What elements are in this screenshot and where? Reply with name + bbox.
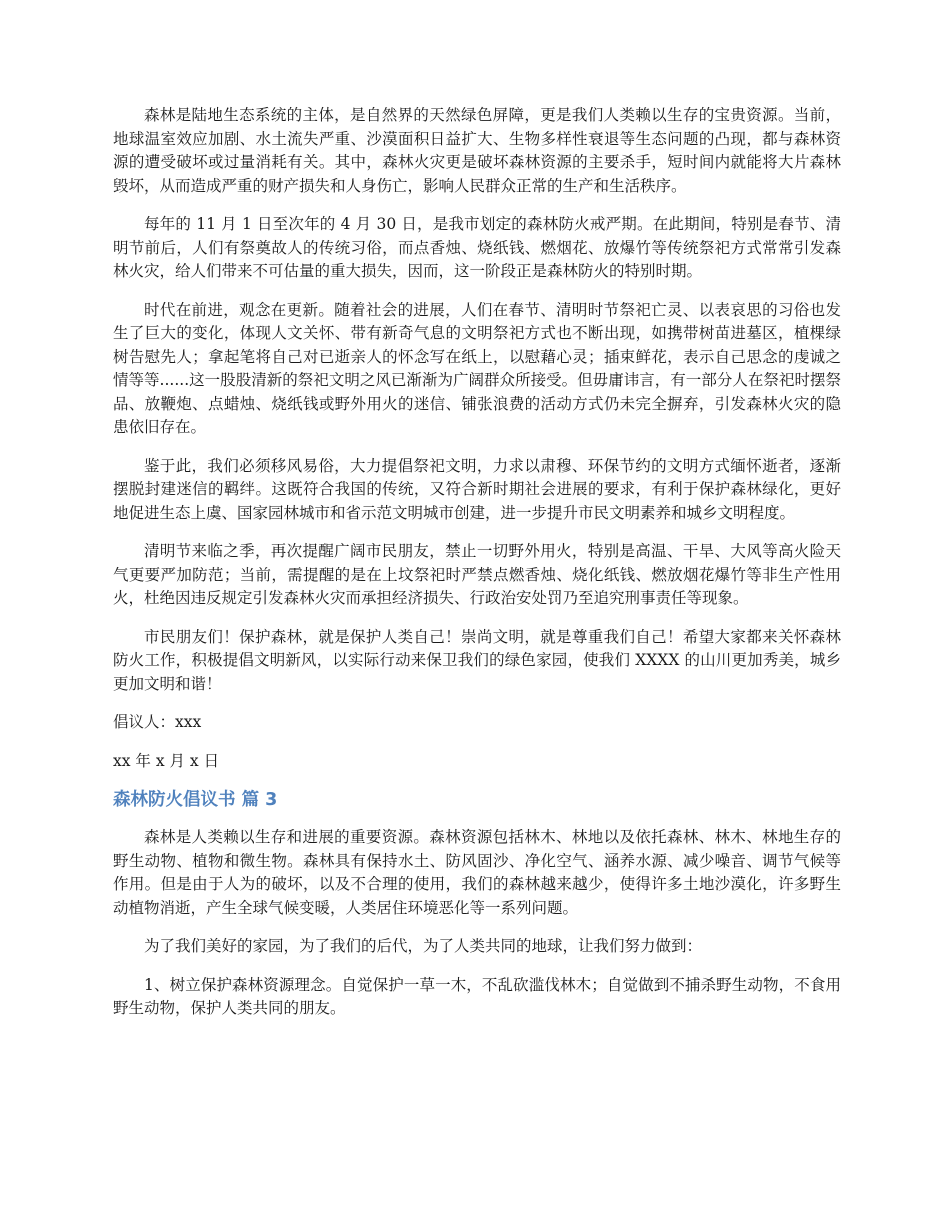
list-item-1: 1、树立保护森林资源理念。自觉保护一草一木，不乱砍滥伐林木；自觉做到不捕杀野生动物，不食用野生动物，保护人类共同的朋友。 xyxy=(113,975,841,1017)
paragraph-our-commitment: 为了我们美好的家园，为了我们的后代，为了人类共同的地球，让我们努力做到： xyxy=(144,937,703,955)
signer-line: 倡议人：xxx xyxy=(113,713,202,731)
paragraph-qingming-reminder: 清明节来临之季，再次提醒广阔市民朋友，禁止一切野外用火，特别是高温、干旱、大风等高火险天气更要严加防范；当前，需提醒的是在上坟祭祀时严禁点燃香烛、烧化纸钱、燃放烟花爆竹等非生产性用火，杜绝因违反规定引发森林火灾而承担经济损失、行政治安处罚乃至追究刑事责任等现象。 xyxy=(113,542,841,607)
paragraph-forest-resources: 森林是人类赖以生存和进展的重要资源。森林资源包括林木、林地以及依托森林、林木、林地生存的野生动物、植物和微生物。森林具有保持水土、防风固沙、净化空气、涵养水源、减少噪音、调节气候等作用。但是由于人为的破坏，以及不合理的使用，我们的森林越来越少，使得许多土地沙漠化，许多野生动植物消逝，产生全球气候变暖，人类居住环境恶化等一系列问题。 xyxy=(113,828,841,917)
paragraph-call-to-citizens: 市民朋友们！保护森林，就是保护人类自己！崇尚文明，就是尊重我们自己！希望大家都来关怀森林防火工作，积极提倡文明新风，以实际行动来保卫我们的绿色家园，使我们 XXXX 的山川更加秀美，城乡更加文明和谐！ xyxy=(113,627,841,693)
paragraph-fire-prevention-period: 每年的 11 月 1 日至次年的 4 月 30 日，是我市划定的森林防火戒严期。在此期间，特别是春节、清明节前后，人们有祭奠故人的传统习俗，而点香烛、烧纸钱、燃烟花、放爆竹等传统祭祀方式常常引发森林火灾，给人们带来不可估量的重大损失，因而，这一阶段正是森林防火的特别时期。 xyxy=(113,215,841,280)
document-page xyxy=(113,104,841,1036)
paragraph-forest-importance: 森林是陆地生态系统的主体，是自然界的天然绿色屏障，更是我们人类赖以生存的宝贵资源。当前，地球温室效应加剧、水土流失严重、沙漠面积日益扩大、生物多样性衰退等生态问题的凸现，都与森林资源的遭受破坏或过量消耗有关。其中，森林火灾更是破坏森林资源的主要杀手，短时间内就能将大片森林毁坏，从而造成严重的财产损失和人身伤亡，影响人民群众正常的生产和生活秩序。 xyxy=(113,106,841,195)
section-heading-3: 森林防火倡议书 篇 3 xyxy=(113,790,278,810)
date-line: xx 年 x 月 x 日 xyxy=(113,751,220,770)
paragraph-changing-customs: 时代在前进，观念在更新。随着社会的进展，人们在春节、清明时节祭祀亡灵、以表哀思的习俗也发生了巨大的变化，体现人文关怀、带有新奇气息的文明祭祀方式也不断出现，如携带树苗进墓区，植棵绿树告慰先人；拿起笔将自己对已逝亲人的怀念写在纸上，以慰藉心灵；插束鲜花，表示自己思念的虔诚之情等等......这一股股清新的祭祀文明之风已渐渐为广阔群众所接受。但毋庸讳言，有一部分人在祭祀时摆祭品、放鞭炮、点蜡烛、烧纸钱或野外用火的迷信、铺张浪费的活动方式仍未完全摒弃，引发森林火灾的隐患依旧存在。 xyxy=(113,300,841,436)
paragraph-civilized-worship: 鉴于此，我们必须移风易俗，大力提倡祭祀文明，力求以肃穆、环保节约的文明方式缅怀逝者，逐渐摆脱封建迷信的羁绊。这既符合我国的传统，又符合新时期社会进展的要求，有利于保护森林绿化，更好地促进生态上虞、国家园林城市和省示范文明城市创建，进一步提升市民文明素养和城乡文明程度。 xyxy=(113,456,841,522)
